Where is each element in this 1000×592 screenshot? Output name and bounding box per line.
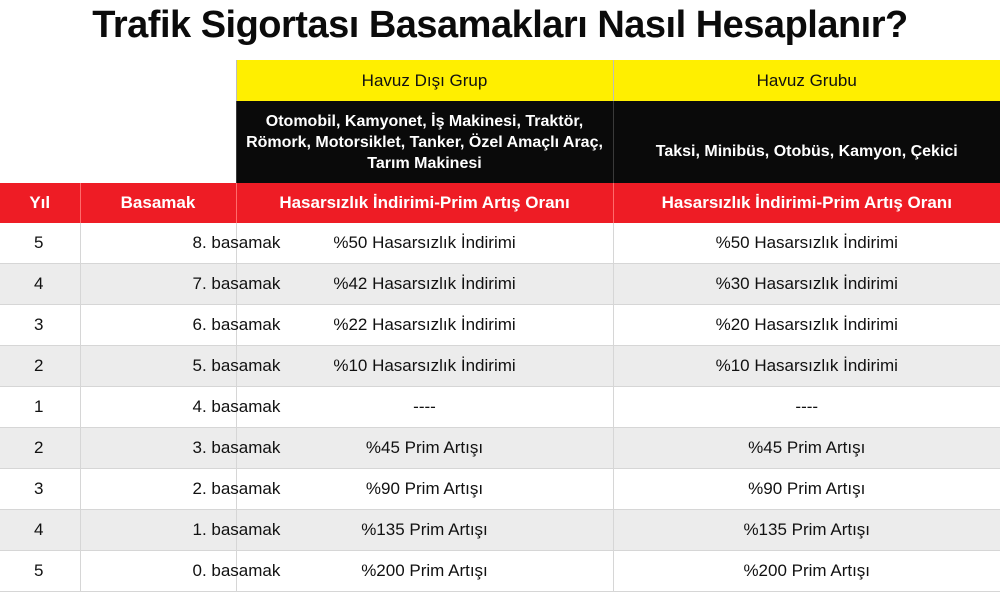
group-out-of-pool-label: Havuz Dışı Grup	[236, 60, 613, 101]
cell-pool: %135 Prim Artışı	[613, 510, 1000, 551]
cell-basamak: 7. basamak	[80, 264, 236, 305]
cell-basamak: 1. basamak	[80, 510, 236, 551]
cell-basamak: 6. basamak	[80, 305, 236, 346]
vehicle-types-row	[0, 101, 1000, 183]
cell-basamak: 0. basamak	[80, 551, 236, 592]
cell-pool: %30 Hasarsızlık İndirimi	[613, 264, 1000, 305]
cell-yil: 4	[0, 510, 80, 551]
group-pool-label: Havuz Grubu	[613, 60, 1000, 101]
table-row	[0, 305, 1000, 346]
cell-yil: 4	[0, 264, 80, 305]
cell-basamak: 5. basamak	[80, 346, 236, 387]
cell-pool: %20 Hasarsızlık İndirimi	[613, 305, 1000, 346]
cell-yil: 3	[0, 469, 80, 510]
cell-yil: 2	[0, 428, 80, 469]
header-rate-pool: Hasarsızlık İndirimi-Prim Artış Oranı	[613, 183, 1000, 223]
header-basamak: Basamak	[80, 183, 236, 223]
cell-out-of-pool: %90 Prim Artışı	[236, 469, 613, 510]
cell-yil: 2	[0, 346, 80, 387]
cell-pool: %200 Prim Artışı	[613, 551, 1000, 592]
cell-yil: 3	[0, 305, 80, 346]
cell-out-of-pool: %42 Hasarsızlık İndirimi	[236, 264, 613, 305]
blank-corner	[0, 60, 236, 101]
table-row	[0, 469, 1000, 510]
cell-out-of-pool: %22 Hasarsızlık İndirimi	[236, 305, 613, 346]
column-header-row	[0, 183, 1000, 223]
insurance-steps-table	[0, 60, 1000, 592]
table-row	[0, 387, 1000, 428]
cell-basamak: 2. basamak	[80, 469, 236, 510]
header-yil: Yıl	[0, 183, 80, 223]
header-rate-out-of-pool: Hasarsızlık İndirimi-Prim Artış Oranı	[236, 183, 613, 223]
cell-yil: 1	[0, 387, 80, 428]
table-row	[0, 551, 1000, 592]
group-header-row	[0, 60, 1000, 101]
cell-pool: %50 Hasarsızlık İndirimi	[613, 223, 1000, 264]
table-row	[0, 428, 1000, 469]
blank-corner-2	[0, 101, 236, 183]
cell-out-of-pool: %10 Hasarsızlık İndirimi	[236, 346, 613, 387]
cell-pool: %45 Prim Artışı	[613, 428, 1000, 469]
cell-pool: %90 Prim Artışı	[613, 469, 1000, 510]
cell-out-of-pool: %135 Prim Artışı	[236, 510, 613, 551]
cell-yil: 5	[0, 223, 80, 264]
cell-basamak: 3. basamak	[80, 428, 236, 469]
table-row	[0, 264, 1000, 305]
cell-basamak: 4. basamak	[80, 387, 236, 428]
page-title: Trafik Sigortası Basamakları Nasıl Hesaplanır?	[92, 4, 908, 46]
cell-out-of-pool: ----	[236, 387, 613, 428]
cell-pool: ----	[613, 387, 1000, 428]
table-row	[0, 510, 1000, 551]
cell-basamak: 8. basamak	[80, 223, 236, 264]
cell-out-of-pool: %45 Prim Artışı	[236, 428, 613, 469]
cell-out-of-pool: %200 Prim Artışı	[236, 551, 613, 592]
pool-vehicles: Taksi, Minibüs, Otobüs, Kamyon, Çekici	[613, 101, 1000, 183]
out-of-pool-vehicles: Otomobil, Kamyonet, İş Makinesi, Traktör, Römork, Motorsiklet, Tanker, Özel Amaçlı Araç, Tarım Makinesi	[236, 101, 613, 183]
cell-yil: 5	[0, 551, 80, 592]
table-row	[0, 223, 1000, 264]
cell-out-of-pool: %50 Hasarsızlık İndirimi	[236, 223, 613, 264]
cell-pool: %10 Hasarsızlık İndirimi	[613, 346, 1000, 387]
table-row	[0, 346, 1000, 387]
